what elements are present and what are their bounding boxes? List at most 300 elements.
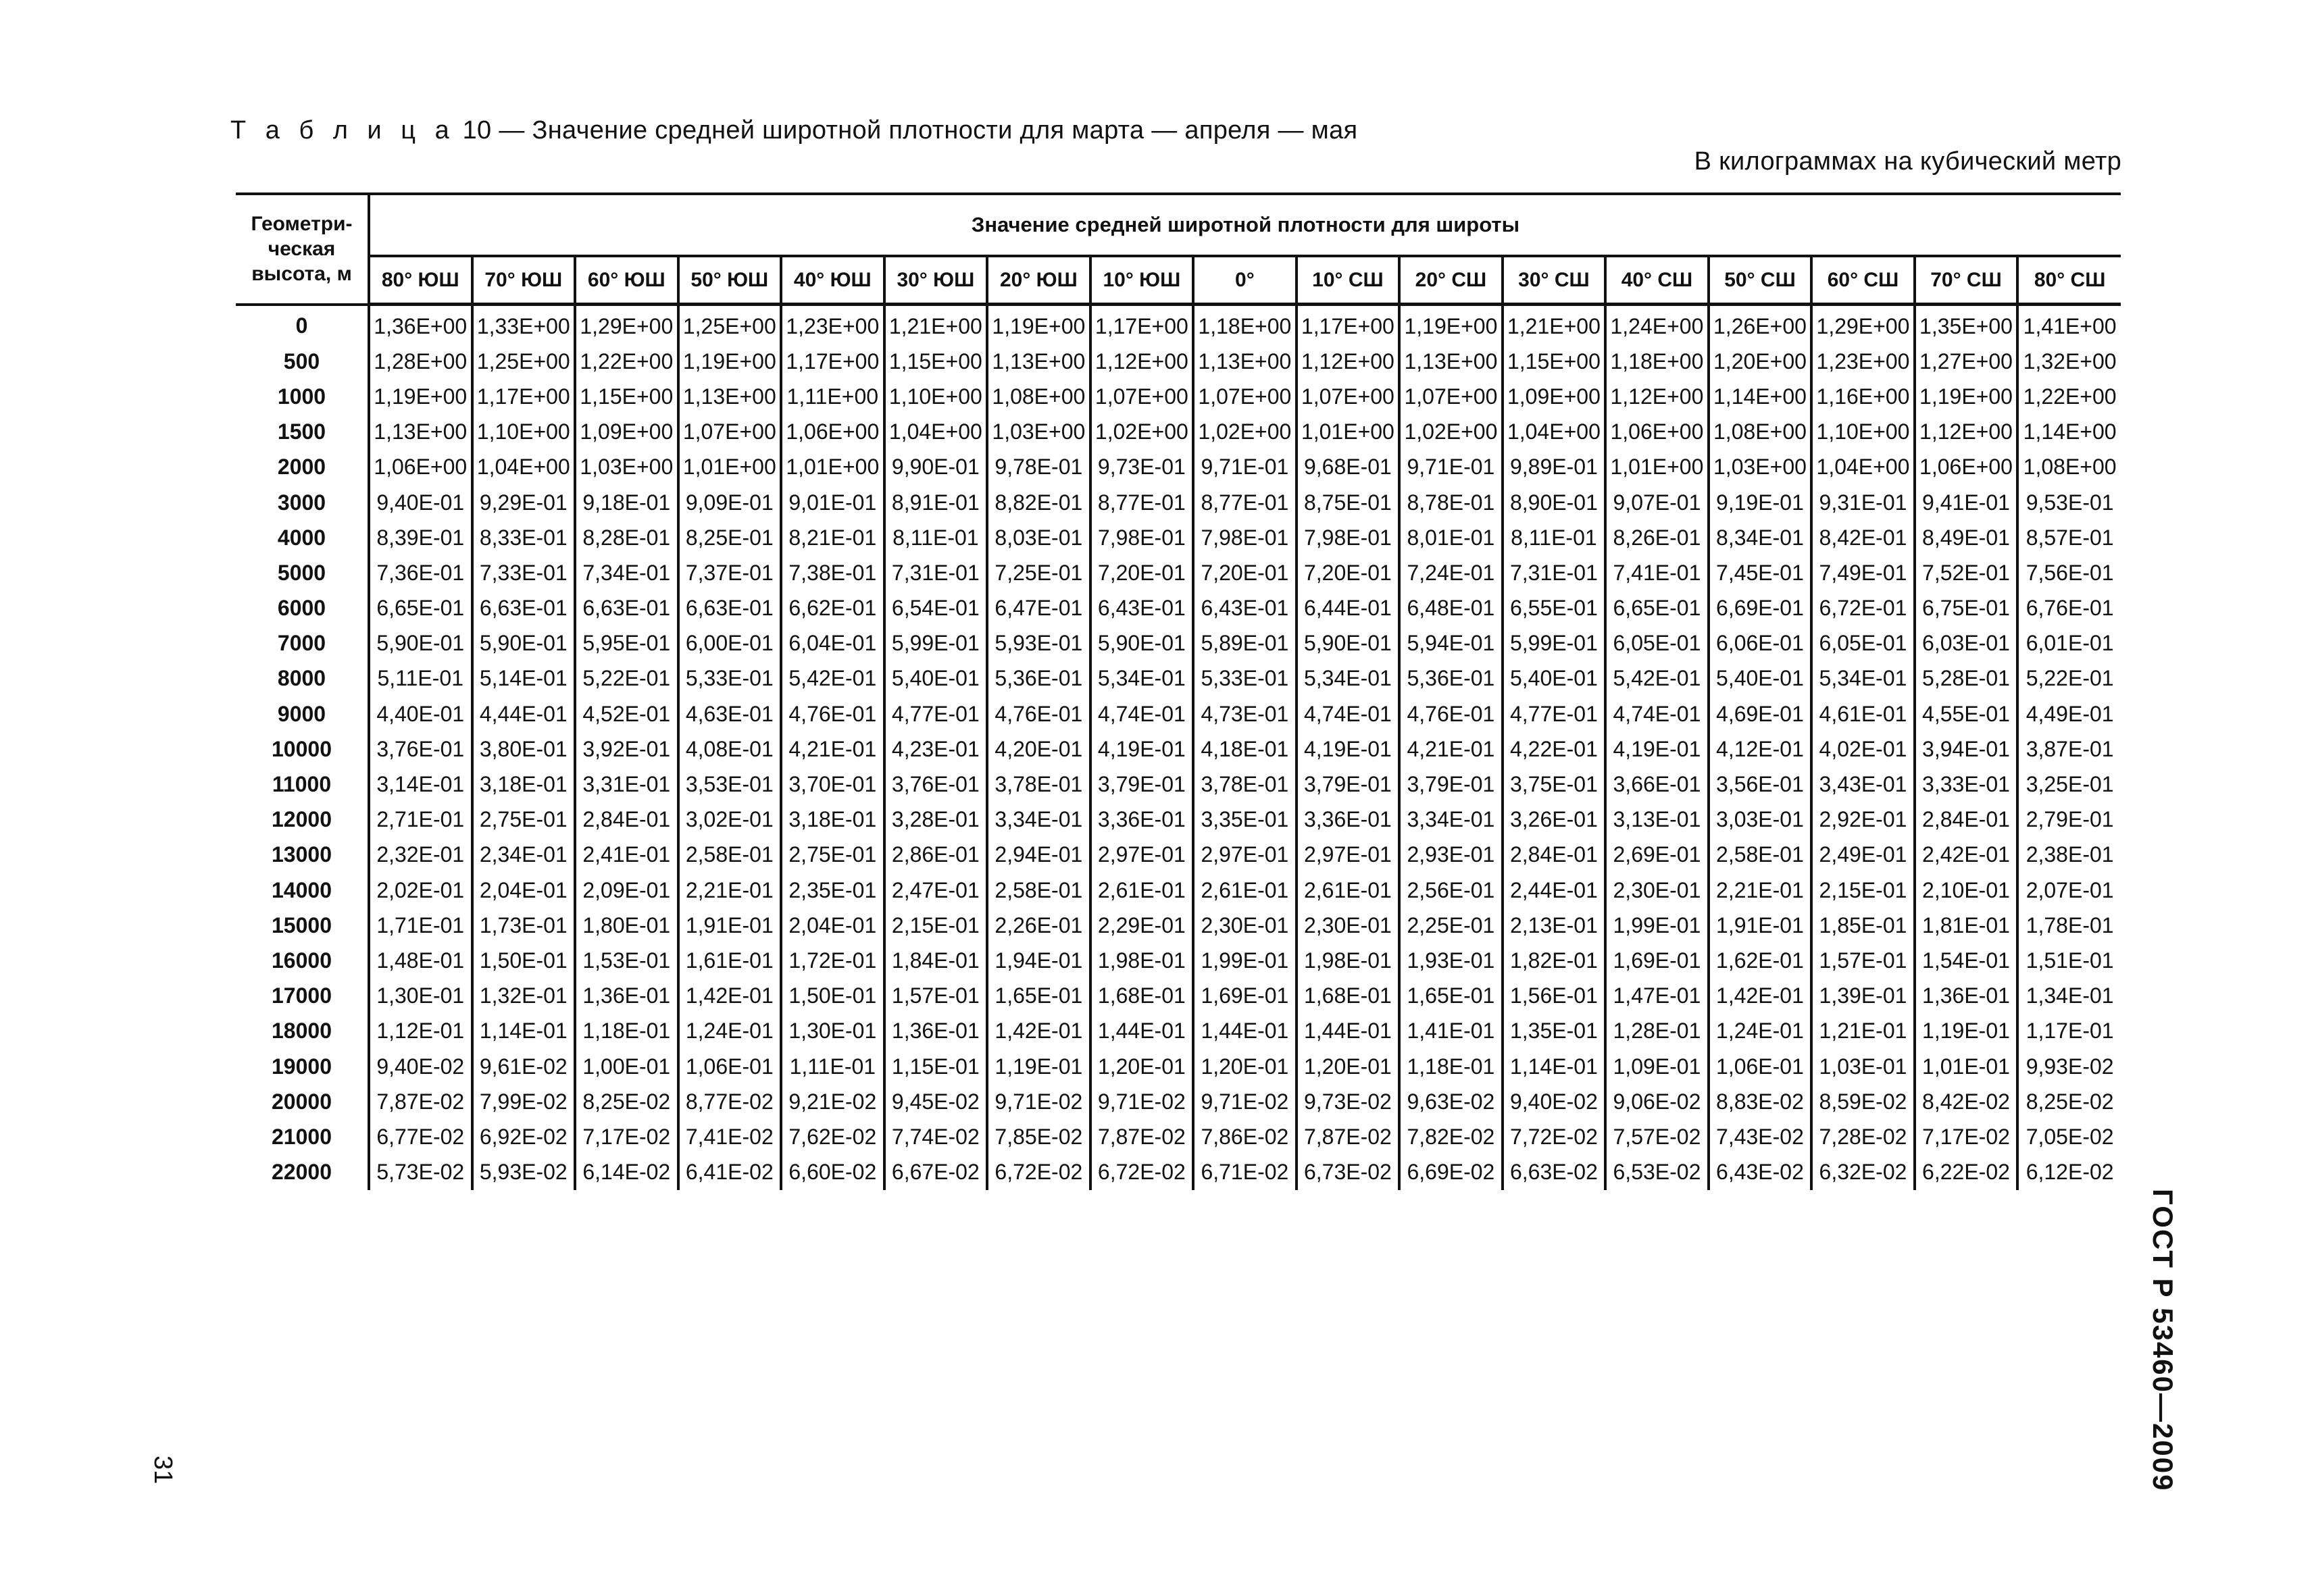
density-cell: 3,66E-01 — [1605, 767, 1709, 802]
standard-designation: ГОСТ Р 53460—2009 — [2147, 1189, 2179, 1492]
density-cell: 4,77E-01 — [1503, 696, 1606, 731]
altitude-cell: 7000 — [236, 626, 369, 661]
density-cell: 7,05E-02 — [2017, 1119, 2121, 1154]
density-cell: 6,63E-01 — [678, 591, 782, 626]
density-cell: 1,54E-01 — [1915, 943, 2018, 978]
density-cell: 1,20E-01 — [1297, 1049, 1400, 1084]
density-cell: 1,44E-01 — [1090, 1014, 1194, 1049]
table-row — [236, 767, 2121, 802]
density-cell: 1,41E+00 — [2017, 305, 2121, 344]
density-cell: 1,16E+00 — [1811, 379, 1915, 414]
altitude-cell: 4000 — [236, 520, 369, 555]
density-cell: 1,17E+00 — [472, 379, 576, 414]
density-cell: 2,04E-01 — [781, 908, 884, 943]
density-table — [236, 192, 2121, 1190]
density-cell: 1,42E-01 — [678, 979, 782, 1014]
density-cell: 1,68E-01 — [1090, 979, 1194, 1014]
density-cell: 5,11E-01 — [369, 661, 472, 696]
density-cell: 6,47E-01 — [987, 591, 1090, 626]
density-cell: 2,84E-01 — [575, 802, 678, 838]
density-cell: 1,73E-01 — [472, 908, 576, 943]
density-cell: 7,34E-01 — [575, 555, 678, 590]
altitude-cell: 22000 — [236, 1155, 369, 1190]
density-cell: 8,90E-01 — [1503, 485, 1606, 520]
table-caption — [230, 116, 1357, 145]
density-cell: 9,40E-01 — [369, 485, 472, 520]
density-cell: 8,25E-02 — [575, 1084, 678, 1119]
density-cell: 1,01E+00 — [678, 450, 782, 485]
density-cell: 1,12E-01 — [369, 1014, 472, 1049]
density-cell: 1,21E+00 — [1503, 305, 1606, 344]
table-row — [236, 731, 2121, 767]
latitude-header: 30° СШ — [1503, 256, 1606, 305]
density-cell: 2,84E-01 — [1915, 802, 2018, 838]
density-cell: 1,11E-01 — [781, 1049, 884, 1084]
density-cell: 6,72E-02 — [987, 1155, 1090, 1190]
density-cell: 2,56E-01 — [1399, 873, 1503, 908]
density-cell: 6,69E-02 — [1399, 1155, 1503, 1190]
density-cell: 1,35E-01 — [1503, 1014, 1606, 1049]
density-cell: 1,02E+00 — [1193, 415, 1297, 450]
density-cell: 9,93E-02 — [2017, 1049, 2121, 1084]
density-cell: 1,80E-01 — [575, 908, 678, 943]
density-cell: 8,91E-01 — [884, 485, 988, 520]
density-cell: 5,90E-01 — [472, 626, 576, 661]
density-cell: 2,10E-01 — [1915, 873, 2018, 908]
density-cell: 1,41E-01 — [1399, 1014, 1503, 1049]
density-cell: 9,40E-02 — [369, 1049, 472, 1084]
density-cell: 2,92E-01 — [1811, 802, 1915, 838]
table-row — [236, 873, 2121, 908]
density-cell: 1,06E-01 — [1709, 1049, 1812, 1084]
density-cell: 5,22E-01 — [2017, 661, 2121, 696]
density-cell: 7,87E-02 — [369, 1084, 472, 1119]
density-cell: 6,71E-02 — [1193, 1155, 1297, 1190]
density-cell: 5,90E-01 — [1297, 626, 1400, 661]
density-cell: 2,42E-01 — [1915, 838, 2018, 873]
density-cell: 5,42E-01 — [1605, 661, 1709, 696]
altitude-cell: 1000 — [236, 379, 369, 414]
density-cell: 4,18E-01 — [1193, 731, 1297, 767]
density-cell: 8,42E-02 — [1915, 1084, 2018, 1119]
density-cell: 1,14E-01 — [472, 1014, 576, 1049]
density-cell: 2,32E-01 — [369, 838, 472, 873]
density-cell: 3,78E-01 — [987, 767, 1090, 802]
density-cell: 1,42E-01 — [1709, 979, 1812, 1014]
density-cell: 8,77E-02 — [678, 1084, 782, 1119]
density-cell: 1,19E+00 — [1399, 305, 1503, 344]
table-row — [236, 696, 2121, 731]
latitude-header: 60° ЮШ — [575, 256, 678, 305]
density-cell: 9,71E-01 — [1193, 450, 1297, 485]
density-cell: 2,75E-01 — [781, 838, 884, 873]
table-row — [236, 838, 2121, 873]
density-cell: 1,19E+00 — [678, 344, 782, 379]
density-cell: 1,32E+00 — [2017, 344, 2121, 379]
density-cell: 9,71E-02 — [1193, 1084, 1297, 1119]
density-cell: 1,36E-01 — [884, 1014, 988, 1049]
density-cell: 2,04E-01 — [472, 873, 576, 908]
density-cell: 1,13E+00 — [369, 415, 472, 450]
altitude-cell: 19000 — [236, 1049, 369, 1084]
density-cell: 1,30E-01 — [369, 979, 472, 1014]
density-cell: 6,48E-01 — [1399, 591, 1503, 626]
altitude-cell: 5000 — [236, 555, 369, 590]
density-cell: 6,41E-02 — [678, 1155, 782, 1190]
density-cell: 2,15E-01 — [884, 908, 988, 943]
density-cell: 8,78E-01 — [1399, 485, 1503, 520]
density-cell: 7,33E-01 — [472, 555, 576, 590]
density-cell: 1,06E+00 — [1915, 450, 2018, 485]
density-cell: 3,87E-01 — [2017, 731, 2121, 767]
density-cell: 6,55E-01 — [1503, 591, 1606, 626]
density-cell: 1,93E-01 — [1399, 943, 1503, 978]
density-cell: 2,30E-01 — [1193, 908, 1297, 943]
density-cell: 9,71E-02 — [1090, 1084, 1194, 1119]
density-cell: 1,06E+00 — [781, 415, 884, 450]
density-cell: 9,21E-02 — [781, 1084, 884, 1119]
density-cell: 1,85E-01 — [1811, 908, 1915, 943]
density-cell: 7,74E-02 — [884, 1119, 988, 1154]
density-cell: 6,63E-01 — [472, 591, 576, 626]
density-cell: 2,61E-01 — [1297, 873, 1400, 908]
density-cell: 4,19E-01 — [1605, 731, 1709, 767]
latitude-header: 60° СШ — [1811, 256, 1915, 305]
density-cell: 4,73E-01 — [1193, 696, 1297, 731]
density-cell: 6,05E-01 — [1811, 626, 1915, 661]
units-note: В килограммах на кубический метр — [1694, 147, 2121, 176]
density-cell: 1,14E+00 — [1709, 379, 1812, 414]
density-cell: 9,01E-01 — [781, 485, 884, 520]
density-cell: 9,18E-01 — [575, 485, 678, 520]
density-cell: 3,34E-01 — [1399, 802, 1503, 838]
density-cell: 1,18E+00 — [1193, 305, 1297, 344]
density-cell: 1,65E-01 — [1399, 979, 1503, 1014]
density-cell: 1,02E+00 — [1399, 415, 1503, 450]
density-cell: 5,33E-01 — [1193, 661, 1297, 696]
density-cell: 9,73E-01 — [1090, 450, 1194, 485]
density-cell: 7,98E-01 — [1297, 520, 1400, 555]
density-cell: 6,01E-01 — [2017, 626, 2121, 661]
altitude-cell: 18000 — [236, 1014, 369, 1049]
density-cell: 9,06E-02 — [1605, 1084, 1709, 1119]
density-cell: 1,09E-01 — [1605, 1049, 1709, 1084]
density-cell: 1,08E+00 — [1709, 415, 1812, 450]
density-cell: 8,34E-01 — [1709, 520, 1812, 555]
altitude-cell: 12000 — [236, 802, 369, 838]
density-cell: 8,42E-01 — [1811, 520, 1915, 555]
density-cell: 7,72E-02 — [1503, 1119, 1606, 1154]
density-cell: 1,28E-01 — [1605, 1014, 1709, 1049]
density-cell: 2,97E-01 — [1193, 838, 1297, 873]
density-cell: 7,20E-01 — [1297, 555, 1400, 590]
density-cell: 2,97E-01 — [1297, 838, 1400, 873]
density-cell: 1,78E-01 — [2017, 908, 2121, 943]
density-cell: 2,21E-01 — [1709, 873, 1812, 908]
density-cell: 1,24E+00 — [1605, 305, 1709, 344]
density-cell: 1,04E+00 — [1811, 450, 1915, 485]
density-cell: 7,28E-02 — [1811, 1119, 1915, 1154]
altitude-cell: 16000 — [236, 943, 369, 978]
density-cell: 7,20E-01 — [1193, 555, 1297, 590]
density-cell: 6,14E-02 — [575, 1155, 678, 1190]
density-cell: 1,09E+00 — [575, 415, 678, 450]
density-cell: 1,06E+00 — [1605, 415, 1709, 450]
density-cell: 4,08E-01 — [678, 731, 782, 767]
density-cell: 1,17E+00 — [781, 344, 884, 379]
density-cell: 2,79E-01 — [2017, 802, 2121, 838]
table-row — [236, 555, 2121, 590]
density-cell: 2,38E-01 — [2017, 838, 2121, 873]
altitude-cell: 6000 — [236, 591, 369, 626]
density-cell: 6,77E-02 — [369, 1119, 472, 1154]
density-cell: 1,81E-01 — [1915, 908, 2018, 943]
density-cell: 5,34E-01 — [1297, 661, 1400, 696]
density-cell: 2,94E-01 — [987, 838, 1090, 873]
density-cell: 6,72E-02 — [1090, 1155, 1194, 1190]
density-cell: 6,43E-02 — [1709, 1155, 1812, 1190]
density-cell: 8,26E-01 — [1605, 520, 1709, 555]
density-cell: 1,03E-01 — [1811, 1049, 1915, 1084]
density-cell: 6,12E-02 — [2017, 1155, 2121, 1190]
density-cell: 3,18E-01 — [472, 767, 576, 802]
density-cell: 1,44E-01 — [1297, 1014, 1400, 1049]
density-cell: 1,91E-01 — [678, 908, 782, 943]
density-cell: 1,20E-01 — [1090, 1049, 1194, 1084]
density-cell: 2,35E-01 — [781, 873, 884, 908]
density-cell: 3,53E-01 — [678, 767, 782, 802]
density-cell: 6,22E-02 — [1915, 1155, 2018, 1190]
density-cell: 1,34E-01 — [2017, 979, 2121, 1014]
latitude-header: 0° — [1193, 256, 1297, 305]
density-cell: 2,58E-01 — [1709, 838, 1812, 873]
density-cell: 1,57E-01 — [884, 979, 988, 1014]
density-cell: 2,21E-01 — [678, 873, 782, 908]
density-cell: 4,74E-01 — [1090, 696, 1194, 731]
density-cell: 7,20E-01 — [1090, 555, 1194, 590]
density-cell: 1,72E-01 — [781, 943, 884, 978]
table-row — [236, 1084, 2121, 1119]
density-cell: 1,21E+00 — [884, 305, 988, 344]
density-cell: 1,23E+00 — [781, 305, 884, 344]
density-cell: 1,06E-01 — [678, 1049, 782, 1084]
density-cell: 1,44E-01 — [1193, 1014, 1297, 1049]
altitude-cell: 15000 — [236, 908, 369, 943]
density-cell: 9,73E-02 — [1297, 1084, 1400, 1119]
density-cell: 1,36E+00 — [369, 305, 472, 344]
density-cell: 1,18E-01 — [575, 1014, 678, 1049]
latitude-header: 20° СШ — [1399, 256, 1503, 305]
density-cell: 1,24E-01 — [678, 1014, 782, 1049]
density-cell: 4,76E-01 — [781, 696, 884, 731]
density-cell: 7,31E-01 — [1503, 555, 1606, 590]
density-cell: 1,08E+00 — [2017, 450, 2121, 485]
table-row — [236, 415, 2121, 450]
density-cell: 1,26E+00 — [1709, 305, 1812, 344]
density-cell: 2,47E-01 — [884, 873, 988, 908]
density-cell: 1,01E+00 — [1605, 450, 1709, 485]
density-cell: 7,87E-02 — [1090, 1119, 1194, 1154]
density-cell: 2,97E-01 — [1090, 838, 1194, 873]
altitude-cell: 10000 — [236, 731, 369, 767]
latitude-header: 30° ЮШ — [884, 256, 988, 305]
density-cell: 3,14E-01 — [369, 767, 472, 802]
density-cell: 1,07E+00 — [678, 415, 782, 450]
density-cell: 2,15E-01 — [1811, 873, 1915, 908]
density-cell: 4,44E-01 — [472, 696, 576, 731]
density-cell: 6,54E-01 — [884, 591, 988, 626]
density-cell: 1,91E-01 — [1709, 908, 1812, 943]
density-cell: 1,23E+00 — [1811, 344, 1915, 379]
density-cell: 8,01E-01 — [1399, 520, 1503, 555]
density-cell: 1,35E+00 — [1915, 305, 2018, 344]
density-cell: 9,41E-01 — [1915, 485, 2018, 520]
density-cell: 9,53E-01 — [2017, 485, 2121, 520]
density-cell: 1,39E-01 — [1811, 979, 1915, 1014]
density-cell: 3,25E-01 — [2017, 767, 2121, 802]
altitude-cell: 13000 — [236, 838, 369, 873]
density-cell: 7,57E-02 — [1605, 1119, 1709, 1154]
density-cell: 2,30E-01 — [1297, 908, 1400, 943]
density-cell: 7,31E-01 — [884, 555, 988, 590]
density-cell: 1,36E-01 — [1915, 979, 2018, 1014]
density-cell: 1,03E+00 — [575, 450, 678, 485]
density-cell: 1,04E+00 — [884, 415, 988, 450]
density-cell: 1,36E-01 — [575, 979, 678, 1014]
density-cell: 8,77E-01 — [1090, 485, 1194, 520]
density-cell: 3,02E-01 — [678, 802, 782, 838]
density-cell: 4,52E-01 — [575, 696, 678, 731]
density-cell: 9,40E-02 — [1503, 1084, 1606, 1119]
density-cell: 6,62E-01 — [781, 591, 884, 626]
density-cell: 8,21E-01 — [781, 520, 884, 555]
density-cell: 4,02E-01 — [1811, 731, 1915, 767]
density-cell: 2,71E-01 — [369, 802, 472, 838]
altitude-cell: 500 — [236, 344, 369, 379]
density-cell: 5,73E-02 — [369, 1155, 472, 1190]
density-cell: 6,76E-01 — [2017, 591, 2121, 626]
density-cell: 6,60E-02 — [781, 1155, 884, 1190]
density-cell: 3,13E-01 — [1605, 802, 1709, 838]
density-cell: 4,40E-01 — [369, 696, 472, 731]
density-cell: 1,47E-01 — [1605, 979, 1709, 1014]
density-cell: 9,45E-02 — [884, 1084, 988, 1119]
density-cell: 2,58E-01 — [987, 873, 1090, 908]
density-cell: 7,24E-01 — [1399, 555, 1503, 590]
density-cell: 1,03E+00 — [1709, 450, 1812, 485]
density-cell: 5,40E-01 — [1503, 661, 1606, 696]
density-cell: 7,17E-02 — [575, 1119, 678, 1154]
density-cell: 6,00E-01 — [678, 626, 782, 661]
density-cell: 8,25E-02 — [2017, 1084, 2121, 1119]
density-cell: 1,15E+00 — [575, 379, 678, 414]
density-cell: 4,63E-01 — [678, 696, 782, 731]
density-cell: 2,84E-01 — [1503, 838, 1606, 873]
density-cell: 2,93E-01 — [1399, 838, 1503, 873]
density-cell: 9,89E-01 — [1503, 450, 1606, 485]
density-cell: 4,77E-01 — [884, 696, 988, 731]
density-cell: 2,61E-01 — [1090, 873, 1194, 908]
density-cell: 9,78E-01 — [987, 450, 1090, 485]
density-cell: 7,98E-01 — [1090, 520, 1194, 555]
table-row — [236, 661, 2121, 696]
density-cell: 1,20E+00 — [1709, 344, 1812, 379]
density-cell: 5,34E-01 — [1090, 661, 1194, 696]
density-cell: 4,74E-01 — [1297, 696, 1400, 731]
density-cell: 6,04E-01 — [781, 626, 884, 661]
density-cell: 1,18E+00 — [1605, 344, 1709, 379]
density-cell: 2,26E-01 — [987, 908, 1090, 943]
density-cell: 1,12E+00 — [1915, 415, 2018, 450]
latitude-header: 50° ЮШ — [678, 256, 782, 305]
density-cell: 6,53E-02 — [1605, 1155, 1709, 1190]
density-cell: 5,90E-01 — [369, 626, 472, 661]
density-cell: 1,18E-01 — [1399, 1049, 1503, 1084]
density-cell: 3,79E-01 — [1090, 767, 1194, 802]
latitude-header: 70° СШ — [1915, 256, 2018, 305]
density-cell: 6,43E-01 — [1090, 591, 1194, 626]
density-cell: 2,13E-01 — [1503, 908, 1606, 943]
table-body — [236, 305, 2121, 1190]
density-cell: 4,49E-01 — [2017, 696, 2121, 731]
density-cell: 3,94E-01 — [1915, 731, 2018, 767]
density-cell: 8,57E-01 — [2017, 520, 2121, 555]
density-cell: 1,42E-01 — [987, 1014, 1090, 1049]
table-row — [236, 520, 2121, 555]
density-cell: 7,17E-02 — [1915, 1119, 2018, 1154]
table-caption-label: Т а б л и ц а — [230, 116, 455, 145]
latitude-header: 80° ЮШ — [369, 256, 472, 305]
latitude-header: 40° ЮШ — [781, 256, 884, 305]
density-cell: 1,68E-01 — [1297, 979, 1400, 1014]
altitude-cell: 1500 — [236, 415, 369, 450]
density-cell: 5,42E-01 — [781, 661, 884, 696]
density-cell: 1,07E+00 — [1193, 379, 1297, 414]
density-cell: 2,30E-01 — [1605, 873, 1709, 908]
density-cell: 5,99E-01 — [1503, 626, 1606, 661]
density-cell: 8,59E-02 — [1811, 1084, 1915, 1119]
density-cell: 6,43E-01 — [1193, 591, 1297, 626]
density-cell: 7,52E-01 — [1915, 555, 2018, 590]
density-cell: 1,98E-01 — [1090, 943, 1194, 978]
density-cell: 1,11E+00 — [781, 379, 884, 414]
density-cell: 3,78E-01 — [1193, 767, 1297, 802]
density-cell: 4,19E-01 — [1090, 731, 1194, 767]
density-cell: 9,71E-02 — [987, 1084, 1090, 1119]
density-cell: 7,49E-01 — [1811, 555, 1915, 590]
density-cell: 1,65E-01 — [987, 979, 1090, 1014]
altitude-cell: 21000 — [236, 1119, 369, 1154]
density-cell: 1,10E+00 — [472, 415, 576, 450]
density-cell: 3,33E-01 — [1915, 767, 2018, 802]
density-cell: 1,09E+00 — [1503, 379, 1606, 414]
density-cell: 3,79E-01 — [1297, 767, 1400, 802]
density-cell: 1,84E-01 — [884, 943, 988, 978]
altitude-cell: 2000 — [236, 450, 369, 485]
density-cell: 4,69E-01 — [1709, 696, 1812, 731]
density-cell: 6,32E-02 — [1811, 1155, 1915, 1190]
density-cell: 6,67E-02 — [884, 1155, 988, 1190]
altitude-cell: 0 — [236, 305, 369, 344]
density-cell: 7,99E-02 — [472, 1084, 576, 1119]
density-cell: 1,69E-01 — [1193, 979, 1297, 1014]
table-row — [236, 344, 2121, 379]
density-cell: 8,28E-01 — [575, 520, 678, 555]
latitude-header: 20° ЮШ — [987, 256, 1090, 305]
density-cell: 3,34E-01 — [987, 802, 1090, 838]
altitude-cell: 17000 — [236, 979, 369, 1014]
density-cell: 1,30E-01 — [781, 1014, 884, 1049]
